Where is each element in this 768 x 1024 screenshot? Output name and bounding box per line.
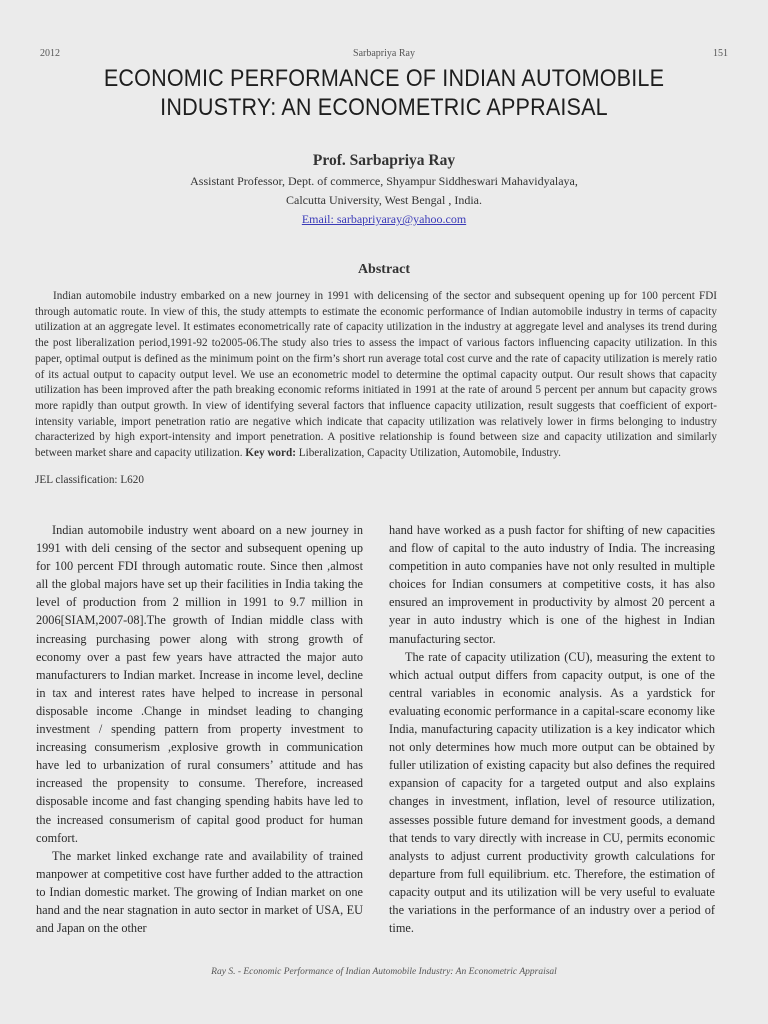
abstract-heading: Abstract (357, 262, 411, 277)
author-block (40, 150, 728, 229)
keywords: Liberalization, Capacity Utilization, Automobile, Industry. (295, 447, 561, 460)
paragraph: The market linked exchange rate and availability of trained manpower at competitive cost have further added to the attraction to Indian domestic market. The growing of Indian market on one hand and the near stagnation in auto sector in market of USA, EU and Japan on the other (36, 848, 363, 936)
paragraph: Indian automobile industry went aboard on a new journey in 1991 with deli censing of the sector and subsequent opening up for 100 percent FDI through automatic route. Since then ,almost all the global majors have set up their facilities in India taking the level of production from 2 million in 1991 to 9.7 million in 2006[SIAM,2007-08].The growth of Indian middle class with increasing purchasing power along with strong growth of economy over a past few years have attracted the major auto manufacturers to Indian market. Increase in income level, decline in tax and interest rates have helped to increase in personal disposable income .Change in mindset leading to changing investment / spending pattern from property investment to increasing consumerism ,explosive growth in communication have led to urbanization of rural consumers’ attitude and has increased the propensity to consume. Therefore, increased disposable income and fast changing spending habits have led to the increased consumerism of capital good product for human comfort. (36, 523, 363, 845)
body-column-right (389, 521, 715, 937)
page-footer: Ray S. - Economic Performance of Indian Automobile Industry: An Econometric Appraisal (211, 967, 557, 977)
keyword-label: Key word: (245, 447, 296, 460)
title-line-1: ECONOMIC PERFORMANCE OF INDIAN AUTOMOBILE (103, 65, 665, 92)
paper-title (81, 64, 686, 122)
jel-classification: JEL classification: L620 (35, 474, 144, 486)
author-name: Prof. Sarbapriya Ray (312, 152, 456, 169)
title-line-2: INDUSTRY: AN ECONOMETRIC APPRAISAL (160, 94, 608, 121)
header-page-number: 151 (713, 48, 728, 59)
paragraph: hand have worked as a push factor for shifting of new capacities and flow of capital to the auto industry of India. The increasing competition in auto companies have not only resulted in multiple choices for Indian consumers at competitive costs, it has also ensured an improvement in productivity by almost 20 percent a year in auto industry which is one of the highest in Indian manufacturing sector. (389, 523, 715, 646)
abstract-body (35, 289, 717, 462)
abstract-text: Indian automobile industry embarked on a new journey in 1991 with delicensing of the sector and subsequent opening up for 100 percent FDI through automatic route. In view of this, the study attempts to estimate the economic performance of Indian automobile industry in terms of capacity utilization at an aggregate level. It estimates econometrically rate of capacity utilization in the industry at aggregate level and analyses its trend during the post liberalization period,1991-92 to2005-06.The study also tries to assess the impact of various factors influencing capacity utilization. In this paper, optimal output is defined as the minimum point on the firm’s short run average total cost curve and the rate of capacity utilization is merely ratio of its actual output to capacity output level. We use an econometric model to determine the optimal capacity output. Our result shows that capacity utilization has been improved after the path breaking economic reforms initiated in 1991 at the rate of around 5 percent per annum but capacity grows more rapidly than output growth. In view of identifying several factors that influence capacity utilization, result suggests that coefficient of export-intensity variable, import penetration ratio are negative which indicate that capacity utilization was relatively lower in firms belonging to industry characterized by high export-intensity and import penetration. A positive relationship is found between size and capacity utilization and similarly between market share and capacity utilization. (35, 290, 717, 460)
running-header (40, 48, 728, 64)
author-email-link[interactable]: Email: sarbapriyaray@yahoo.com (301, 212, 467, 226)
author-affiliation-1: Assistant Professor, Dept. of commerce, Shyampur Siddheswari Mahavidyalaya, (190, 174, 578, 188)
header-author: Sarbapriya Ray (353, 48, 415, 59)
author-affiliation-2: Calcutta University, West Bengal , India. (286, 193, 482, 207)
header-year: 2012 (40, 48, 60, 59)
paragraph: The rate of capacity utilization (CU), measuring the extent to which actual output differs from capacity output, is one of the central variables in economic analysis. As a yardstick for evaluating economic performance in a capital-scare economy like India, manufacturing capacity utilization is a key indicator which not only determines how much more output can be obtained by fuller utilization of existing capacity but also defines the required expansion of capacity for a targeted output and also explains changes in investment, inflation, level of resource utilization, assesses possible future demand for investment goods, a demand that tends to vary directly with increase in CU, permits economic analysts to adjust current productivity growth calculations for departure from full equilibrium. etc. Therefore, the estimation of capacity output and its utilization will be very useful to evaluate the variations in the performance of an industry over a period of time. (389, 649, 715, 936)
body-column-left (36, 521, 363, 937)
